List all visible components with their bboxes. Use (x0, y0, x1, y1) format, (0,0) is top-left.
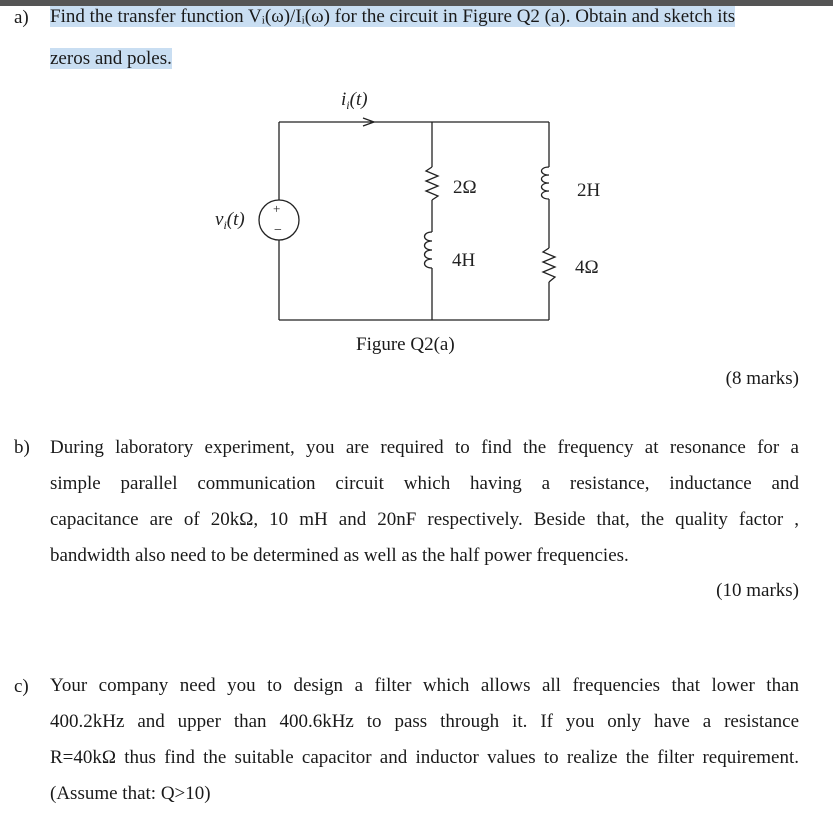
inductor-4h-label: 4H (452, 250, 476, 271)
resistor-4ohm (543, 248, 555, 282)
question-b-label: b) (14, 437, 30, 458)
question-a-marks: (8 marks) (725, 368, 799, 389)
question-c-line-2: 400.2kHz and upper than 400.6kHz to pass through it. If you only have a resistance (50, 711, 799, 732)
resistor-2ohm (426, 167, 438, 200)
inductor-2h (542, 167, 550, 199)
inductor-2h-label: 2H (577, 180, 601, 201)
question-b-line-1: During laboratory experiment, you are required to find the frequency at resonance for a (50, 437, 799, 458)
inductor-4h (425, 232, 433, 268)
question-a-label: a) (14, 7, 29, 28)
resistor-2ohm-label: 2Ω (453, 177, 477, 198)
question-c-line-3: R=40kΩ thus find the suitable capacitor and inductor values to realize the filter requirement. (50, 747, 799, 768)
question-a-line-2-text: zeros and poles. (50, 48, 172, 69)
source-plus-sign: + (273, 201, 281, 216)
question-a-line-1-text: Find the transfer function Vᵢ(ω)/Iᵢ(ω) for the circuit in Figure Q2 (a). Obtain and sketch its (50, 6, 736, 27)
question-c-line-4: (Assume that: Q>10) (50, 783, 211, 804)
figure-caption: Figure Q2(a) (356, 334, 455, 355)
circuit-figure-q2a (0, 0, 833, 340)
voltage-label: $v_i(t)$ (215, 209, 245, 232)
question-b-line-4: bandwidth also need to be determined as well as the half power frequencies. (50, 545, 629, 566)
source-minus-sign: − (274, 223, 282, 238)
resistor-4ohm-label: 4Ω (575, 257, 599, 278)
current-label: $i_i(t)$ (341, 89, 368, 112)
question-b-line-3: capacitance are of 20kΩ, 10 mH and 20nF respectively. Beside that, the quality factor , (50, 509, 799, 530)
question-c-line-1: Your company need you to design a filter which allows all frequencies that lower than (50, 675, 799, 696)
question-b-marks: (10 marks) (716, 580, 799, 601)
question-b-line-2: simple parallel communication circuit which having a resistance, inductance and (50, 473, 799, 494)
question-c-label: c) (14, 676, 29, 697)
